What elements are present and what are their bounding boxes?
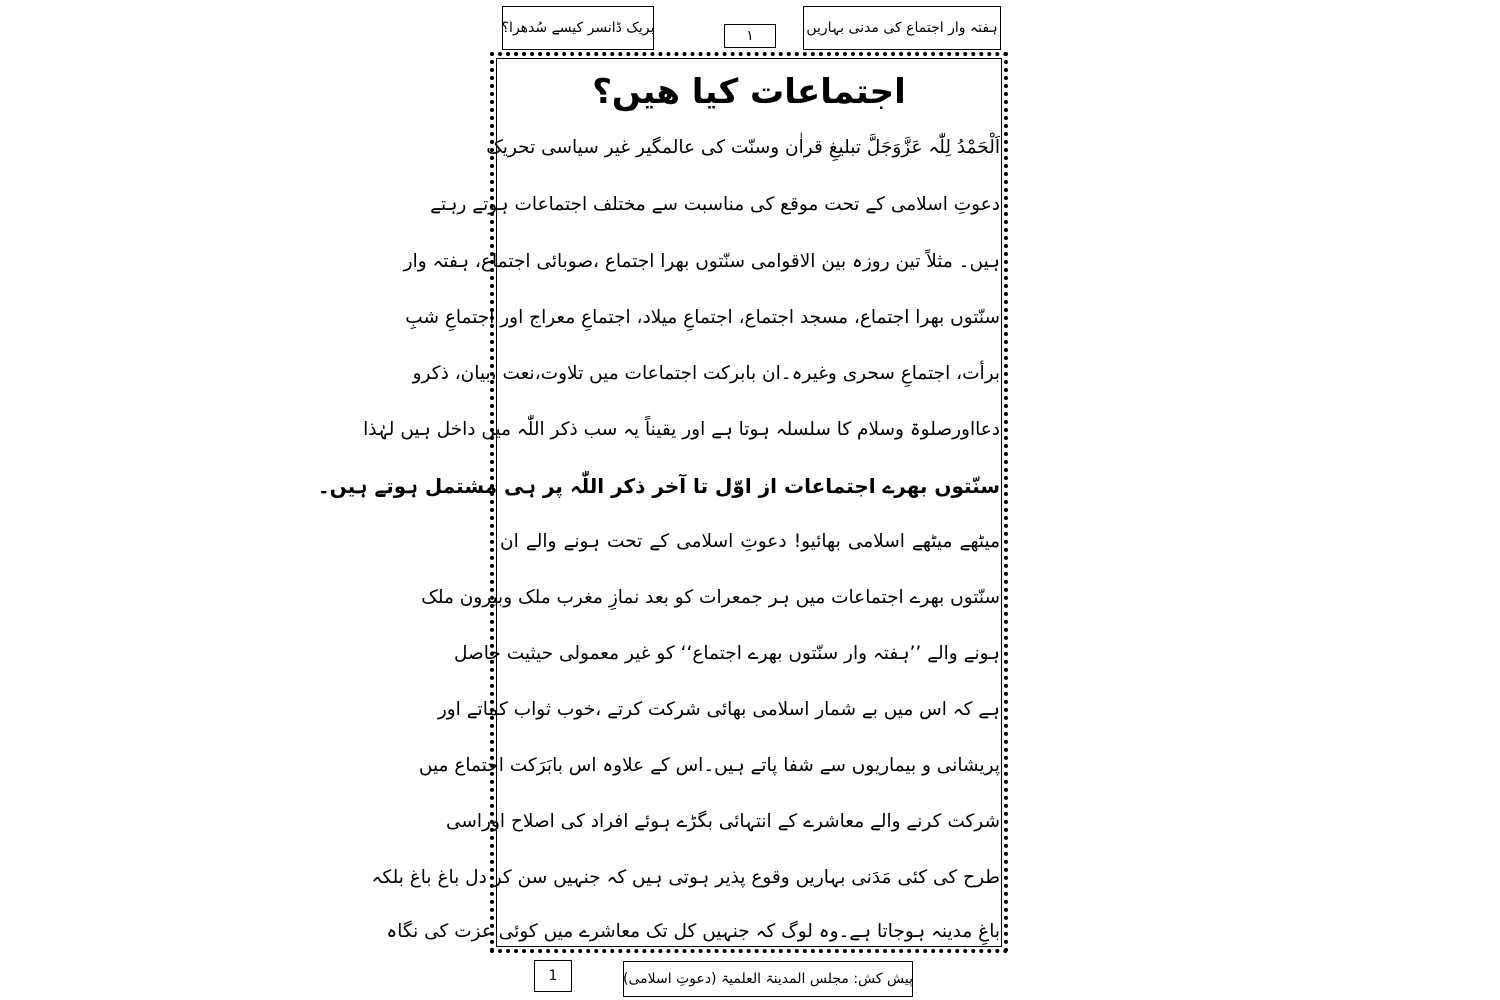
text-line: سنّتوں بھرا اجتماع، مسجد اجتماع، اجتماعِ میلاد، اجتماعِ معراج اور اجتماعِ شبِ xyxy=(405,307,1000,328)
header-page-number: ۱ xyxy=(724,24,776,48)
text-line: ہیں۔ مثلاً تین روزہ بین الاقوامی سنّتوں بھرا اجتماع ،صوبائی اجتماع، ہفتہ وار xyxy=(403,251,1000,272)
footer-page-number: 1 xyxy=(534,960,572,992)
footer-publisher: پیش کش: مجلس المدینۃ العلمیۃ (دعوتِ اسلامی) xyxy=(623,961,913,997)
text-line: ہونے والے ’’ہفتہ وار سنّتوں بھرے اجتماع‘‘ کو غیر معمولی حیثیت حاصل xyxy=(454,643,1000,664)
text-line: پریشانی و بیماریوں سے شفا پاتے ہیں۔اس کے علاوہ اس بابَرَکت اجتماع میں xyxy=(418,755,1000,776)
text-line: سنّتوں بھرے اجتماعات از اوّل تا آخر ذکر اللّٰہ پر ہی مشتمل ہوتے ہیں۔ xyxy=(317,474,1000,498)
text-line: سنّتوں بھرے اجتماعات میں ہر جمعرات کو بعد نمازِ مغرب ملک وبیرون ملک xyxy=(421,587,1000,608)
text-line: دعااورصلوۃ وسلام کا سلسلہ ہوتا ہے اور یقیناً یہ سب ذکر اللّٰہ میں داخل ہیں لہٰذا xyxy=(363,419,1000,440)
text-line: اَلْحَمْدُ لِلّٰہ عَزَّوَجَلَّ تبلیغِ قراٰن وسنّت کی عالمگیر غیر سیاسی تحریک xyxy=(486,137,1000,158)
header-chapter-title: ہفتہ وار اجتماع کی مدنی بہاریں xyxy=(803,6,1001,50)
text-line: دعوتِ اسلامی کے تحت موقع کی مناسبت سے مختلف اجتماعات ہوتے رہتے xyxy=(430,194,1000,215)
text-line: شرکت کرنے والے معاشرے کے انتہائی بگڑے ہوئے افراد کی اصلاح اوراسی xyxy=(446,811,1000,832)
page-title: اجتماعات کیا ھیں؟ xyxy=(592,72,906,112)
text-line: ہے کہ اس میں بے شمار اسلامی بھائی شرکت کرتے ،خوب ثواب کماتے اور xyxy=(437,699,1000,720)
text-line: طرح کی کئی مَدَنی بہاریں وقوع پذیر ہوتی ہیں کہ جنہیں سن کر دل باغ باغ بلکہ xyxy=(371,867,1000,888)
text-line: باغِ مدینہ ہوجاتا ہے۔وہ لوگ کہ جنہیں کل تک معاشرے میں کوئی عزت کی نگاہ xyxy=(386,921,1000,942)
header-book-title: بریک ڈانسر کیسے سُدھرا؟ xyxy=(502,6,654,50)
text-line: برأت، اجتماعِ سحری وغیرہ۔ان بابرکت اجتماعات میں تلاوت،نعت ،بیان، ذکرو xyxy=(412,363,1000,384)
text-line: میٹھے میٹھے اسلامی بھائیو! دعوتِ اسلامی کے تحت ہونے والے ان xyxy=(500,531,1000,552)
